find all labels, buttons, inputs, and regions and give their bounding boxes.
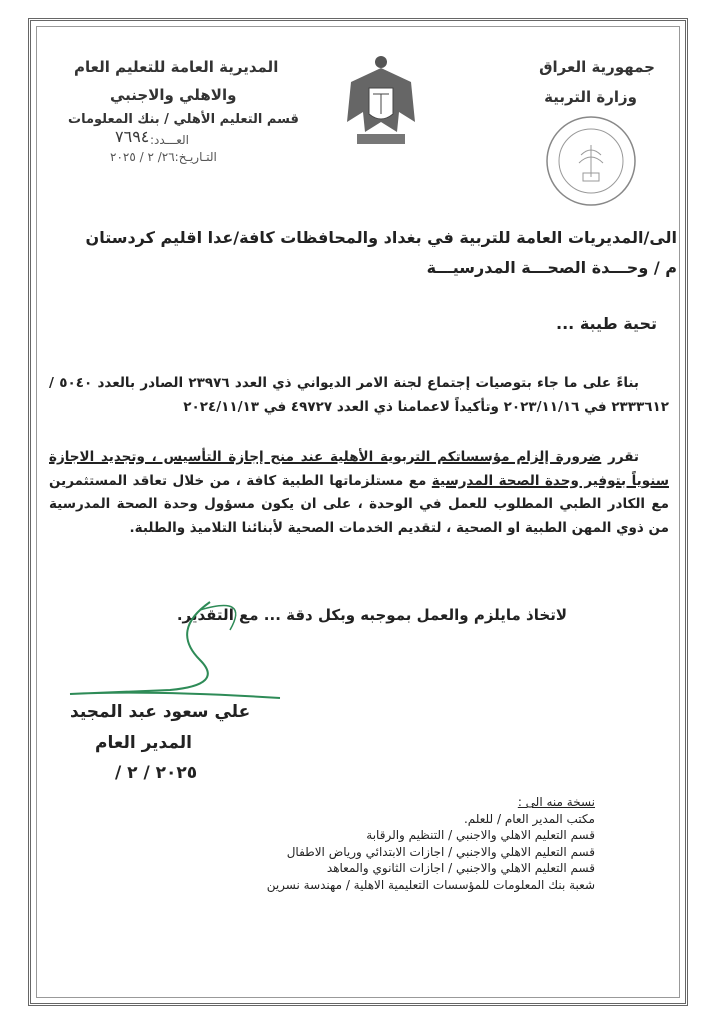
cc-item: مكتب المدير العام / للعلم. <box>463 811 595 826</box>
cc-title: نسخة منه الى : <box>517 795 595 809</box>
cc-item: شعبة بنك المعلومات للمؤسسات التعليمية الاهلية / مهندسة نسرين <box>266 877 595 892</box>
number-label: العـــدد: <box>150 133 190 147</box>
date-label: التـاريـخ: <box>174 150 217 164</box>
date-value: ٢٦/ ٢ / ٢٠٢٥ <box>110 150 175 164</box>
greeting: تحية طيبة ... <box>556 314 657 333</box>
department-line: قسم التعليم الأهلي / بنك المعلومات <box>68 112 299 127</box>
ministry-seal <box>545 115 637 207</box>
paragraph-decision <box>49 446 669 540</box>
iraq-emblem <box>343 52 419 148</box>
signature-scribble <box>50 590 290 720</box>
closing-line: لاتخاذ مايلزم والعمل بموجبه وبكل دقة ... مع التقدير. <box>176 606 567 624</box>
cc-item: قسم التعليم الاهلي والاجنبي / اجازات الثانوي والمعاهد <box>326 861 595 875</box>
number-value: ٧٦٩٤ <box>115 127 150 146</box>
cc-item: قسم التعليم الاهلي والاجنبي / التنظيم والرقابة <box>366 828 595 842</box>
decision-prefix: تقرر <box>601 449 639 465</box>
signatory-title: المدير العام <box>95 733 192 753</box>
decision-emphasis: ضرورة إلزام مؤسساتكم التربوية الأهلية عند منح إجازة التأسيس ، وتجديد الاجازة سنوياً بتوفير وحدة الصحة المدرسية <box>49 449 669 489</box>
signature-date: ٢٠٢٥ / ٢ / <box>115 763 198 783</box>
signatory-name: علي سعود عبد المجيد <box>70 702 251 722</box>
date-line <box>110 150 217 164</box>
paragraph-reference: بناءً على ما جاء بتوصيات إجتماع لجنة الامر الديواني ذي العدد ٢٣٩٧٦ الصادر بالعدد ٥٠٤٠ / ٢٣٣٣٦١٢ في ٢٠٢٣/١١/١٦ وتأكيداً لاعمامنا ذي العدد ٤٩٧٢٧ في ٢٠٢٤/١١/١٣ <box>49 375 669 415</box>
decision-body: مع مستلزماتها الطبية كافة ، من خلال تعاقد المستثمرين مع الكادر الطبي المطلوب للعمل في الوحدة ، على ان يكون مسؤول وحدة الصحة المدرسية من ذوي المهن الطبية او الصحية ، لتقديم الخدمات الصحية لأبنائنا التلاميذ والطلبة. <box>49 472 669 536</box>
ministry-name: وزارة التربية <box>544 88 637 106</box>
cc-block <box>267 794 595 893</box>
directorate-line2: والاهلي والاجنبي <box>110 86 237 104</box>
directorate-line1: المديرية العامة للتعليم العام <box>74 58 279 76</box>
subject-line: م / وحـــدة الصحـــة المدرسيـــة <box>426 258 677 277</box>
country-name: جمهورية العراق <box>539 58 655 76</box>
cc-item: قسم التعليم الاهلي والاجنبي / اجازات الابتدائي ورياض الاطفال <box>286 844 595 859</box>
addressee-line: الى/المديريات العامة للتربية في بغداد والمحافظات كافة/عدا اقليم كردستان <box>85 228 677 247</box>
